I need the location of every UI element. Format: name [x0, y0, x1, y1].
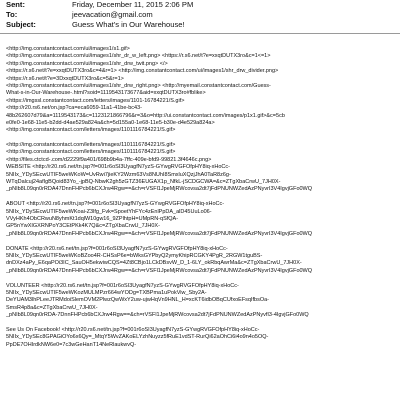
body-line: dnDXz4aPy_E6qaPOi3IC_SauOH5ekwiwCQS=4Zt8CBjo1LCkDBsvW_D_1-6LY_okRbqAwrMa&c=ZTgXbaCrwU_7JH0X-: [6, 260, 302, 267]
body-line: [6, 319, 394, 326]
to-row: [6, 10, 153, 19]
body-line: <http://img.constantcontact.com/letters/images/1101116784221/S.gif>: [6, 142, 176, 149]
body-line: <http://r20.rs6.net/on.jsp?ca=eca6059-11a1-41be-bc43-: [6, 105, 142, 112]
body-line: <http://img.constantcontact.com/ui/images1/s1.gif>: [6, 46, 130, 52]
subject-label: Subject:: [6, 20, 36, 29]
body-line: DeYUAM3lhPLeeJTRMdoiSlemOVM2PlwzQwWxY2uw-ujwHqVn9HNL_H=xcKT6idbOBqCUfxoEFsqIfbsOa-: [6, 297, 270, 304]
body-line: 5NIIx_YDySEc8GPAGiOYo6x6Qy=_MtqY5WvZAKoELYzhNuyzz5fRuE1vdST-RurQi62aOhCi6i4o9n4o5OQ-: [6, 334, 269, 341]
body-line: <https://r.s6.net/t?e=xxqtDUTX3ro&c=4&r=1> <http://img.constantcontact.com/ui/images1/shr_drw_divider.png>: [6, 68, 279, 75]
body-line: DONATE <http://r20.rs6.net/tn.jsp?f=001r6oSI3UyagfN7yzS-GYwgRVGFOfpHY8iq-xHoCc-: [6, 245, 228, 252]
body-line: 5NIIx_YDySEcwUTIF5weWKoai-Z3lfg_Fvk=SpoetYhFYc4zEnlPpDA_alD45UuLo06-: [6, 208, 212, 215]
sent-value: Friday, December 11, 2015 2:06 PM: [72, 0, 194, 9]
body-line: WEBSITE <http://r20.rs6.net/tn.jsp?f=001r6oSI3UyagfN7yzS-GYwgRVGFOfpHY8iq-xHoCc-: [6, 164, 230, 171]
body-line: <http://img.constantcontact.com/ui/images1/shr_drw_right.png> <http://myemail.constantcontact.com/Guess-: [6, 82, 271, 89]
body-line: <https://r.s6.net/t?e=3DxxqtDUTX3ro&c=5&r=1>: [6, 75, 124, 82]
body-line: SmsR4p8a&c=ZTgXbaCrwU_7JH0X-: [6, 304, 98, 311]
header-divider: [0, 33, 400, 34]
body-line: <http://img.constantcontact.com/letters/images/1101116784221/S.gif>: [6, 149, 176, 156]
body-line: VVyHKh4ObCRwuN8yhmKt1dqlW10gw16_9ZPlhtpH=UMpRN-qSfQA-: [6, 215, 179, 222]
body-line: 48b262607d79&a=1119543173&c=1123121866796&r=3&o=http://ui.constantcontact.com/images/p1x1.gif>&c=5cb: [6, 112, 285, 119]
sent-row: [6, 0, 193, 9]
body-line: <https://imgssl.constantcontact.com/letters/images/1101-16784221/S.gif>: [6, 97, 185, 104]
subject-value: Guess What's in Our Warehouse!: [72, 20, 185, 29]
body-line: <http://img.constantcontact.com/ui/images1/shr_drw_twit.png> </>: [6, 60, 168, 67]
body-line: <http://img.constantcontact.com/ui/images1/shr_dr_w_left.png> <https://r.s6.net/t?e=xxqtDUTX3ro&c=1<=1>: [6, 53, 271, 60]
email-body: [6, 46, 394, 349]
body-line: [6, 135, 394, 142]
body-line: _pNIb8L09qn0rRDA47DnnFHPcb6bCXJrw4Rgw==&ch=rVSFl1JpeMjRWcovsa2dt7jFdPNUNWZedAzPNyvrI3V4IgvjGFo0WQ: [6, 230, 313, 237]
body-line: <http://files.ctctcd-.com/d2229f9a401/698b9b4a-7ffc-409e-bfd9-99821.3f4646c.png>: [6, 156, 212, 163]
to-value: jeevacation@gmail.com: [72, 10, 153, 19]
body-line: e0fe0-1e68-11e5-b2dd-d4ae529a824a&ch=5d155a0-1e68-11e5-b30e-d4e529a824a>: [6, 119, 215, 126]
body-line: <http://img.constantcontact.com/letters/images/1101116784221/S.gif>: [6, 127, 176, 134]
body-line: ABOUT <http://r20.rs6.net/tn.jsp?f=001r6oSI3UyagfN7yzS-GYwgRVGFOfpHY8iq-xHoCc-: [6, 201, 225, 208]
subject-row: [6, 20, 185, 29]
body-line: GP5nYwXIGXRNPoY3CEtPKk4K7Q&c=ZTgXbaCrwU_7JH0X-: [6, 223, 160, 230]
body-line: See Us On Facebook! <http://r20.rs6.net/tn.jsp?f=001r6oSI3UyagfN7yzS-GYwgRVGFOfpHY8iq-xHoCc-: [6, 326, 260, 333]
body-line: [6, 238, 394, 245]
body-line: 5NIIx_YDySEcwUTIF5weWKoBZoo4R-CHSsP6e=bWksGYPbyQ2ymyKhipRCGKY4PgR_2RGW1tguBS-: [6, 252, 263, 259]
body-line: 5NIIx_YDySEcwUTIF5weWKoW=UvRwi7jieKY2Wzm63Vs8NUhI8SmxluXQzjJhA0TaR8z6g-: [6, 171, 231, 178]
sent-label: Sent:: [6, 0, 25, 9]
body-line: What-s-in-Our-Warehouse-.html?soid=1119543173677&aid=xxqtDUTX3ro#fblike>: [6, 90, 206, 97]
body-line: _pNIb8L09qn0rRDA47DnnFHPcb6bCXJrw4Rgw==&ch=rVSFl1JpeMjRWcovsa2dt7jFdPNUNWZedAzPNyvrI3V4IgvjGFo0WQ: [6, 186, 313, 193]
body-line: _pNIb8L09qn0rRDA47DnnFHPcb6bCXJrw4Rgw==&ch=rVSFl1JpeMjRWcovsa2dt7jFdPNUNWZedAzPNyvrI3V4IgvjGFo0WQ: [6, 267, 313, 274]
body-line: [6, 275, 394, 282]
body-line: 5NIIx_YDySEcwUTIF5weWKozMULMPzr664wYODg=TXBPma1uPokViw_Sby2A-: [6, 289, 207, 296]
body-line: WTqDalcuj24afIgBQoid83Yo_-jpBQ-NbwK2gh5zGTZ36EUGAX1p_NfkL-jSCDGCWA=&c=ZTgXbaCrwU_7JH0X-: [6, 179, 281, 186]
body-line: _pNIb8L09qn0rRDA-7DnnFHPcb6bCXJrw4Rgw==&ch=rVSFl1JpeMjRWcovsa2dt7jFdPNUNWZedAzPNyvfI3-4IgvjGFo0WQ: [6, 312, 309, 319]
body-line: PpDE7OHIrdkNW6e0=7c3wGeHanT14NeRlaukwvQ-: [6, 341, 137, 348]
to-label: To:: [6, 10, 18, 19]
body-line: [6, 194, 394, 201]
body-line: VOLUNTEER <http://r20.rs6.net/tn.jsp?f=001r6oSI3UyagfN7yzS-GYwgRVGFOfpHY8iq-xHoCc-: [6, 282, 239, 289]
